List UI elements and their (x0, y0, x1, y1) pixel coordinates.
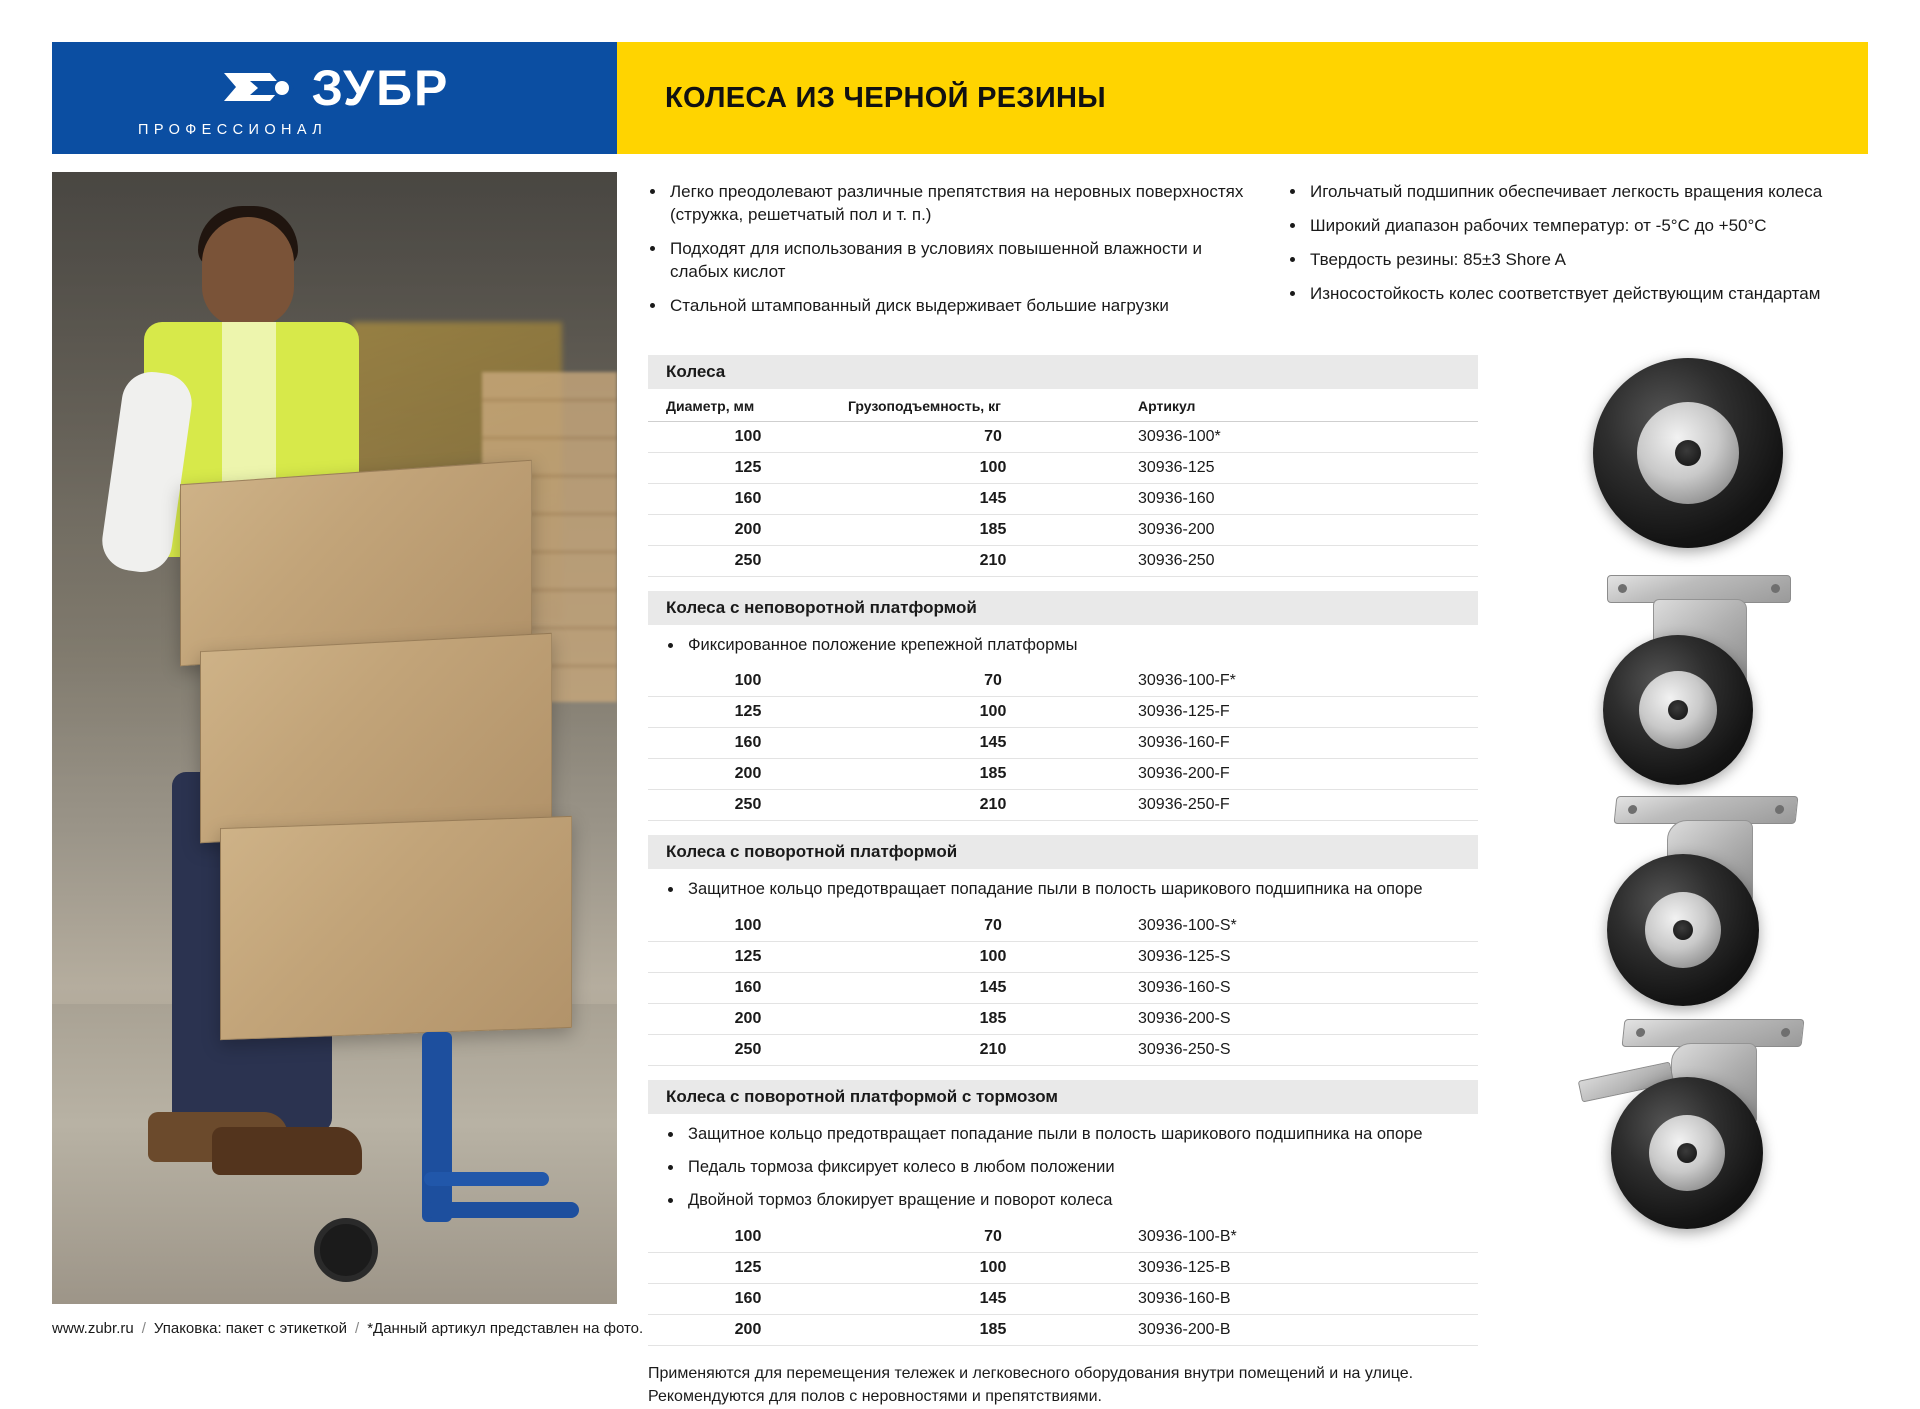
table-section (648, 591, 1478, 822)
footer-packaging: Упаковка: пакет с этикеткой (153, 1320, 348, 1337)
feature-item: Стальной штампованный диск выдерживает большие нагрузки (648, 294, 1248, 317)
page-title: КОЛЕСА ИЗ ЧЕРНОЙ РЕЗИНЫ (665, 81, 1106, 114)
cell-capacity: 70 (984, 1228, 1002, 1246)
product-images (1545, 350, 1875, 1242)
footer-separator-1: / (141, 1320, 146, 1337)
brand-logo (52, 42, 617, 154)
table-row (648, 546, 1478, 577)
cell-capacity: 210 (979, 1041, 1007, 1059)
cell-capacity: 210 (979, 551, 1007, 569)
cell-capacity: 100 (979, 948, 1007, 966)
table-row (648, 911, 1478, 942)
feature-item: Широкий диапазон рабочих температур: от -5°С до +50°С (1288, 214, 1868, 237)
cell-article: 30936-125-B (1138, 1259, 1231, 1277)
column-header-diameter: Диаметр, мм (666, 397, 755, 414)
product-image-wheel-swivel-brake-bracket (1545, 1019, 1865, 1224)
cell-article: 30936-125 (1138, 458, 1215, 476)
cell-article: 30936-100-F* (1138, 672, 1236, 690)
usage-footnote (648, 1362, 1478, 1408)
zubr-arrow-icon (220, 59, 298, 117)
note-item: Защитное кольцо предотвращает попадание пыли в полость шарикового подшипника на опоре (666, 1123, 1478, 1147)
cell-diameter: 250 (734, 796, 762, 814)
page-footer (52, 1320, 643, 1337)
cell-article: 30936-100-B* (1138, 1228, 1237, 1246)
table-row (648, 697, 1478, 728)
hero-photo (52, 172, 617, 1304)
note-item: Педаль тормоза фиксирует колесо в любом положении (666, 1156, 1478, 1180)
product-image-wheel-plain (1545, 350, 1865, 555)
cell-article: 30936-250-S (1138, 1041, 1231, 1059)
cell-diameter: 160 (734, 734, 762, 752)
table-row (648, 1035, 1478, 1066)
footnote-line-2: Рекомендуются для полов с неровностями и препятствиями. (648, 1388, 1102, 1406)
table-row (648, 1315, 1478, 1346)
features-left-column (648, 180, 1248, 329)
table-row (648, 790, 1478, 821)
table-row (648, 942, 1478, 973)
table-section (648, 835, 1478, 1066)
table-row (648, 728, 1478, 759)
section-title: Колеса (648, 355, 1478, 389)
cell-diameter: 100 (734, 427, 762, 445)
product-image-wheel-swivel-bracket (1545, 796, 1865, 1001)
feature-item: Подходят для использования в условиях повышенной влажности и слабых кислот (648, 237, 1248, 283)
section-title: Колеса с поворотной платформой с тормозом (648, 1080, 1478, 1114)
cell-article: 30936-250 (1138, 551, 1215, 569)
cell-diameter: 125 (734, 1259, 762, 1277)
cell-capacity: 185 (979, 520, 1007, 538)
cell-capacity: 70 (984, 672, 1002, 690)
page-header (52, 42, 1868, 154)
footnote-line-1: Применяются для перемещения тележек и легковесного оборудования внутри помещений и на улице. (648, 1365, 1414, 1383)
cell-article: 30936-160-F (1138, 734, 1230, 752)
section-notes (648, 878, 1478, 902)
cell-capacity: 100 (979, 703, 1007, 721)
cell-capacity: 185 (979, 1010, 1007, 1028)
footer-separator-2: / (355, 1320, 360, 1337)
cell-diameter: 100 (734, 917, 762, 935)
cell-diameter: 100 (734, 1228, 762, 1246)
cell-diameter: 160 (734, 979, 762, 997)
brand-name: ЗУБР (311, 59, 450, 116)
cell-diameter: 200 (734, 1010, 762, 1028)
column-header-capacity: Грузоподъемность, кг (848, 397, 1001, 414)
features-block (648, 180, 1868, 329)
cell-article: 30936-160 (1138, 489, 1215, 507)
section-title: Колеса с неповоротной платформой (648, 591, 1478, 625)
cell-article: 30936-125-S (1138, 948, 1231, 966)
cell-capacity: 145 (979, 734, 1007, 752)
cell-diameter: 200 (734, 520, 762, 538)
table-row (648, 515, 1478, 546)
cell-capacity: 145 (979, 489, 1007, 507)
cell-diameter: 250 (734, 1041, 762, 1059)
cell-diameter: 125 (734, 948, 762, 966)
table-row (648, 1253, 1478, 1284)
table-row (648, 1004, 1478, 1035)
column-header-article: Артикул (1138, 397, 1196, 414)
cell-capacity: 185 (979, 1321, 1007, 1339)
footer-article-note: *Данный артикул представлен на фото. (367, 1320, 644, 1337)
brand-tagline: ПРОФЕССИОНАЛ (138, 121, 328, 138)
table-row (648, 422, 1478, 453)
cell-diameter: 160 (734, 1290, 762, 1308)
table-section (648, 355, 1478, 577)
cell-article: 30936-100-S* (1138, 917, 1237, 935)
cell-capacity: 145 (979, 979, 1007, 997)
cell-capacity: 100 (979, 1259, 1007, 1277)
cell-article: 30936-125-F (1138, 703, 1230, 721)
feature-item: Легко преодолевают различные препятствия на неровных поверхностях (стружка, решетчатый пол и т. п.) (648, 180, 1248, 226)
table-row (648, 973, 1478, 1004)
table-row (648, 484, 1478, 515)
cell-capacity: 70 (984, 427, 1002, 445)
cell-capacity: 185 (979, 765, 1007, 783)
cell-diameter: 160 (734, 489, 762, 507)
features-right-column (1288, 180, 1868, 329)
note-item: Фиксированное положение крепежной платформы (666, 634, 1478, 658)
cell-article: 30936-160-S (1138, 979, 1231, 997)
title-banner (617, 42, 1868, 154)
cell-capacity: 145 (979, 1290, 1007, 1308)
table-row (648, 666, 1478, 697)
cell-article: 30936-200-F (1138, 765, 1230, 783)
cell-article: 30936-200-B (1138, 1321, 1231, 1339)
footer-website[interactable]: www.zubr.ru (52, 1320, 134, 1337)
table-column-header (648, 389, 1478, 422)
product-image-wheel-fixed-bracket (1545, 573, 1865, 778)
table-row (648, 453, 1478, 484)
feature-item: Износостойкость колес соответствует действующим стандартам (1288, 282, 1868, 305)
cell-article: 30936-250-F (1138, 796, 1230, 814)
cell-capacity: 100 (979, 458, 1007, 476)
section-notes (648, 634, 1478, 658)
cell-diameter: 100 (734, 672, 762, 690)
cell-diameter: 125 (734, 703, 762, 721)
cell-article: 30936-200-S (1138, 1010, 1231, 1028)
cell-capacity: 70 (984, 917, 1002, 935)
cell-diameter: 250 (734, 551, 762, 569)
note-item: Двойной тормоз блокирует вращение и поворот колеса (666, 1189, 1478, 1213)
table-section (648, 1080, 1478, 1346)
feature-item: Игольчатый подшипник обеспечивает легкость вращения колеса (1288, 180, 1868, 203)
table-row (648, 759, 1478, 790)
section-notes (648, 1123, 1478, 1213)
cell-article: 30936-100* (1138, 427, 1221, 445)
cell-diameter: 125 (734, 458, 762, 476)
cell-article: 30936-200 (1138, 520, 1215, 538)
table-row (648, 1284, 1478, 1315)
note-item: Защитное кольцо предотвращает попадание пыли в полость шарикового подшипника на опоре (666, 878, 1478, 902)
cell-diameter: 200 (734, 1321, 762, 1339)
table-row (648, 1222, 1478, 1253)
cell-article: 30936-160-B (1138, 1290, 1231, 1308)
cell-capacity: 210 (979, 796, 1007, 814)
section-title: Колеса с поворотной платформой (648, 835, 1478, 869)
spec-tables (648, 355, 1478, 1409)
feature-item: Твердость резины: 85±3 Shore A (1288, 248, 1868, 271)
cell-diameter: 200 (734, 765, 762, 783)
